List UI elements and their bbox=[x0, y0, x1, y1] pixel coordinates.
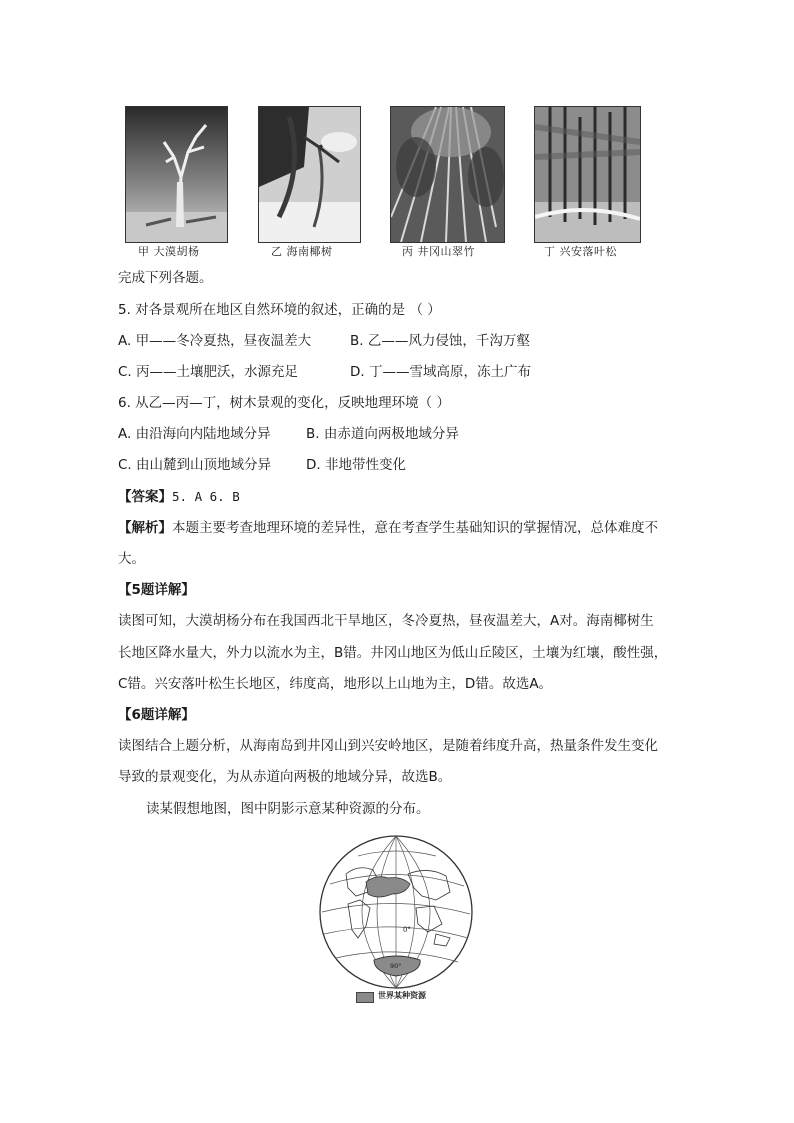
detail-6-text-2: 导致的景观变化，为从赤道向两极的地域分异，故选B。 bbox=[118, 769, 452, 785]
answer-row bbox=[118, 487, 240, 507]
photo-caption-jia: 甲 大漠胡杨 bbox=[138, 245, 200, 258]
detail-5-text-3: C错。兴安落叶松生长地区，纬度高，地形以上山地为主，D错。故选A。 bbox=[118, 676, 553, 692]
photo-caption-yi: 乙 海南椰树 bbox=[271, 245, 333, 258]
globe-map bbox=[318, 834, 474, 990]
photo-hainan-coconut bbox=[258, 106, 361, 243]
photo-xingan-larch bbox=[534, 106, 641, 243]
photo-jinggang-bamboo bbox=[390, 106, 505, 243]
detail-5-label: 【5题详解】 bbox=[118, 582, 195, 598]
answer-label: 【答案】 bbox=[118, 489, 172, 505]
analysis-label: 【解析】 bbox=[118, 520, 172, 536]
question-6-option-a: A. 由沿海向内陆地域分异 bbox=[118, 426, 271, 442]
photo-caption-ding: 丁 兴安落叶松 bbox=[544, 245, 617, 258]
equator-label: 0° bbox=[403, 926, 411, 934]
analysis-row bbox=[118, 518, 658, 538]
photo-desert-poplar bbox=[125, 106, 228, 243]
instruction: 完成下列各题。 bbox=[118, 270, 213, 286]
question-6-option-c: C. 由山麓到山顶地域分异 bbox=[118, 457, 272, 473]
question-6-option-d: D. 非地带性变化 bbox=[306, 457, 406, 473]
question-5-option-c: C. 丙——土壤肥沃，水源充足 bbox=[118, 364, 299, 380]
question-5-stem: 5. 对各景观所在地区自然环境的叙述，正确的是 （ ） bbox=[118, 302, 441, 318]
photo-caption-bing: 丙 井冈山翠竹 bbox=[402, 245, 475, 258]
pole-label: 90° bbox=[390, 962, 402, 970]
detail-6-text-1: 读图结合上题分析，从海南岛到井冈山到兴安岭地区，是随着纬度升高，热量条件发生变化 bbox=[118, 738, 658, 754]
legend-label: 世界某种资源 bbox=[378, 991, 426, 1000]
question-5-option-a: A. 甲——冬冷夏热，昼夜温差大 bbox=[118, 333, 312, 349]
question-5-option-b: B. 乙——风力侵蚀，千沟万壑 bbox=[350, 333, 530, 349]
analysis-text-1: 本题主要考查地理环境的差异性，意在考查学生基础知识的掌握情况，总体难度不 bbox=[172, 520, 658, 536]
question-6-stem: 6. 从乙—丙—丁，树木景观的变化，反映地理环境（ ） bbox=[118, 395, 450, 411]
detail-5-text-2: 长地区降水量大，外力以流水为主，B错。井冈山地区为低山丘陵区，土壤为红壤，酸性强， bbox=[118, 645, 668, 661]
analysis-text-2: 大。 bbox=[118, 551, 145, 567]
answer-text: 5. A 6. B bbox=[172, 489, 240, 504]
question-5-option-d: D. 丁——雪域高原，冻土广布 bbox=[350, 364, 531, 380]
question-6-option-b: B. 由赤道向两极地域分异 bbox=[306, 426, 459, 442]
legend-swatch bbox=[356, 992, 374, 1003]
detail-6-label: 【6题详解】 bbox=[118, 707, 195, 723]
detail-5-text-1: 读图可知，大漠胡杨分布在我国西北干旱地区，冬冷夏热，昼夜温差大，A对。海南椰树生 bbox=[118, 613, 654, 629]
map-intro: 读某假想地图，图中阴影示意某种资源的分布。 bbox=[146, 801, 430, 817]
